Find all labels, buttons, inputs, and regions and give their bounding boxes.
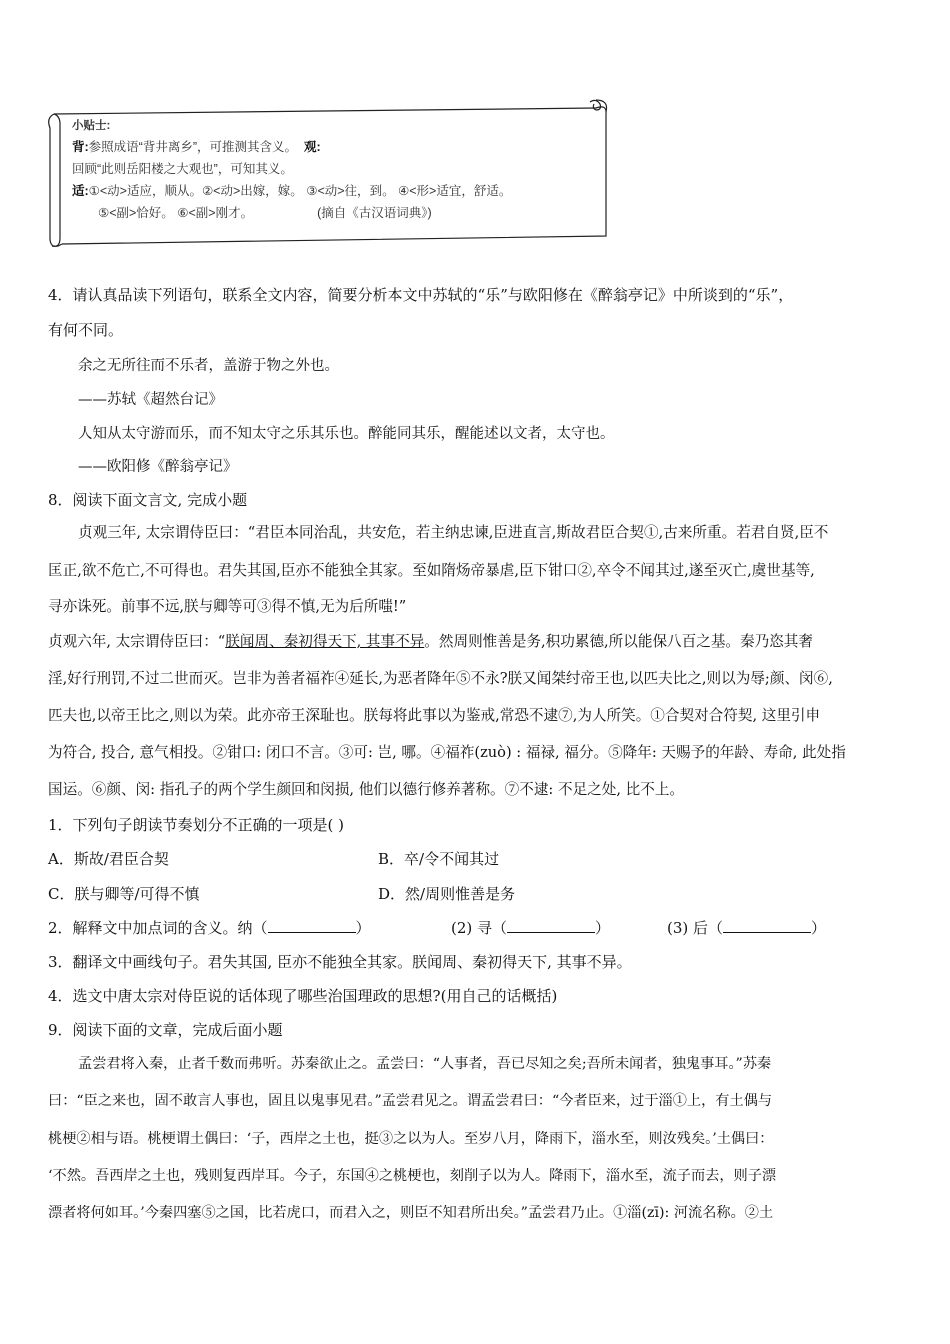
- q4-quote-2: 人知从太守游而乐，而不知太守之乐其乐也。醉能同其乐，醒能述以文者，太守也。: [78, 426, 615, 442]
- q4-line-1: 4．请认真品读下列语句，联系全文内容，简要分析本文中苏轼的“乐”与欧阳修在《醉翁亭记》中所谈到的“乐”，: [48, 286, 794, 304]
- q9-passage-line-2: 曰：“臣之来也，固不敢言人事也，固且以鬼事见君。”孟尝君见之。谓孟尝君曰：“今者臣来，过于淄①上，有土偶与: [48, 1093, 773, 1109]
- tip-row-shi-2: [72, 202, 597, 224]
- q8-option-d[interactable]: D．然/周则惟善是务: [378, 885, 516, 903]
- answer-blank-2[interactable]: [507, 918, 595, 933]
- tip-title: 小贴士:: [72, 120, 111, 132]
- q8-sub-2-label-3: (3) 后（: [667, 919, 724, 937]
- q4-author-2: ——欧阳修《醉翁亭记》: [78, 459, 238, 475]
- q8-passage-1-line-3: 寻亦诛死。前事不远,朕与卿等可③得不慎,无为后所嗤!”: [48, 598, 407, 615]
- q9-passage-line-4: ‘不然。吾西岸之土也，残则复西岸耳。今子，东国④之桃梗也，刻削子以为人。降雨下，淄水至，流子而去，则子漂: [48, 1168, 777, 1184]
- q8-sub-2-part-2: [451, 918, 610, 938]
- answer-blank-3[interactable]: [723, 918, 811, 933]
- q8-sub-2-part-3: [667, 918, 826, 938]
- q8-option-a[interactable]: A．斯故/君臣合契: [48, 850, 169, 868]
- q8-passage-1-line-2: 匡正,欲不危亡,不可得也。君失其国,臣亦不能独全其家。至如隋炀帝暴虐,臣下钳口②,卒令不闻其过,遂至灭亡,虞世基等,: [48, 562, 815, 579]
- tip-bei-head: 背:: [72, 140, 89, 154]
- q9-passage-line-5: 漂者将何如耳。’今秦四塞⑤之国，比若虎口，而君入之，则臣不知君所出矣。”孟尝君乃止。①淄(zī): 河流名称。②土: [48, 1205, 774, 1221]
- q4-quote-1: 余之无所往而不乐者，盖游于物之外也。: [78, 358, 339, 374]
- q9-passage-line-3: 桃梗②相与语。桃梗谓土偶曰：‘子，西岸之土也，挺③之以为人。至岁八月，降雨下，淄水至，则汝残矣。’土偶曰：: [48, 1131, 774, 1147]
- q8-sub-2-close-2: ）: [595, 919, 611, 937]
- tip-guan-head: 观:: [303, 140, 321, 154]
- answer-blank-1[interactable]: [268, 918, 356, 933]
- q8-sub-2-prompt: 2．解释文中加点词的含义。纳（: [48, 919, 268, 937]
- tip-box: [72, 118, 597, 224]
- q8-sub-3: 3．翻译文中画线句子。君失其国, 臣亦不能独全其家。朕闻周、秦初得天下, 其事不异。: [48, 953, 632, 971]
- q8-sub-4: 4．选文中唐太宗对侍臣说的话体现了哪些治国理政的思想?(用自己的话概括): [48, 987, 558, 1005]
- q8-passage-2-start: 贞观六年, 太宗谓侍臣曰：“: [48, 633, 226, 650]
- tip-bei-text: 参照成语“背井离乡”，可推测其含义。: [88, 140, 297, 154]
- q9-passage-line-1: 孟尝君将入秦，止者千数而弗听。苏秦欲止之。孟尝曰：“人事者，吾已尽知之矣;吾所未闻者，独鬼事耳。”苏秦: [78, 1056, 772, 1072]
- q8-passage-1-line-1: 贞观三年, 太宗谓侍臣曰：“君臣本同治乱，共安危，若主纳忠谏,臣进直言,斯故君臣合契①,古来所重。若君自贤,臣不: [78, 524, 829, 541]
- q9-heading: 9．阅读下面的文章，完成后面小题: [48, 1021, 283, 1039]
- q8-heading: 8．阅读下面文言文, 完成小题: [48, 491, 248, 509]
- tip-shi-head: 适:: [72, 184, 89, 198]
- q8-passage-2-line-2: 淫,好行刑罚,不过二世而灭。岂非为善者福祚④延长,为恶者降年⑤不永?朕又闻桀纣帝王也,以匹夫比之,则以为辱;颜、闵⑥,: [48, 670, 833, 687]
- q8-underlined-sentence: 朕闻周、秦初得天下, 其事不异: [225, 633, 425, 650]
- q8-passage-2-line-1: [48, 632, 813, 652]
- q8-passage-2-line-5: 国运。⑥颜、闵: 指孔子的两个学生颜回和闵损, 他们以德行修养著称。⑦不逮: 不足之处, 比不上。: [48, 781, 685, 798]
- q8-sub-2-label-2: (2) 寻（: [451, 919, 508, 937]
- tip-row-shi: [72, 180, 597, 202]
- q8-passage-2-rest: 。然周则惟善是务,积功累德,所以能保八百之基。秦乃恣其奢: [424, 633, 813, 650]
- q8-option-b[interactable]: B．卒/令不闻其过: [378, 850, 500, 868]
- tip-row-bei: [72, 136, 597, 158]
- tip-guan-text: 回顾“此则岳阳楼之大观也”，可知其义。: [72, 162, 293, 176]
- q8-sub-2: [48, 918, 371, 938]
- tip-source: (摘自《古汉语词典》): [317, 206, 432, 220]
- q4-line-2: 有何不同。: [48, 321, 124, 339]
- q8-passage-2-line-3: 匹夫也,以帝王比之,则以为荣。此亦帝王深耻也。朕每将此事以为鉴戒,常恐不逮⑦,为人所笑。①合契对合符契, 这里引申: [48, 707, 821, 724]
- q8-passage-2-line-4: 为符合, 投合, 意气相投。②钳口: 闭口不言。③可: 岂, 哪。④福祚(zuò) : 福禄, 福分。⑤降年: 天赐予的年龄、寿命, 此处指: [48, 744, 846, 761]
- q8-sub-2-close-1: ）: [355, 919, 371, 937]
- tip-shi-line2: ⑤<副>恰好。 ⑥<副>刚才。: [98, 206, 254, 220]
- q8-sub-1: 1．下列句子朗读节奏划分不正确的一项是( ): [48, 816, 345, 834]
- q8-option-c[interactable]: C．朕与卿等/可得不慎: [48, 885, 200, 903]
- q4-author-1: ——苏轼《超然台记》: [78, 392, 223, 408]
- tip-shi-line1: ①<动>适应，顺从。②<动>出嫁，嫁。 ③<动>往，到。 ④<形>适宜，舒适。: [88, 184, 512, 198]
- q8-sub-2-close-3: ）: [811, 919, 827, 937]
